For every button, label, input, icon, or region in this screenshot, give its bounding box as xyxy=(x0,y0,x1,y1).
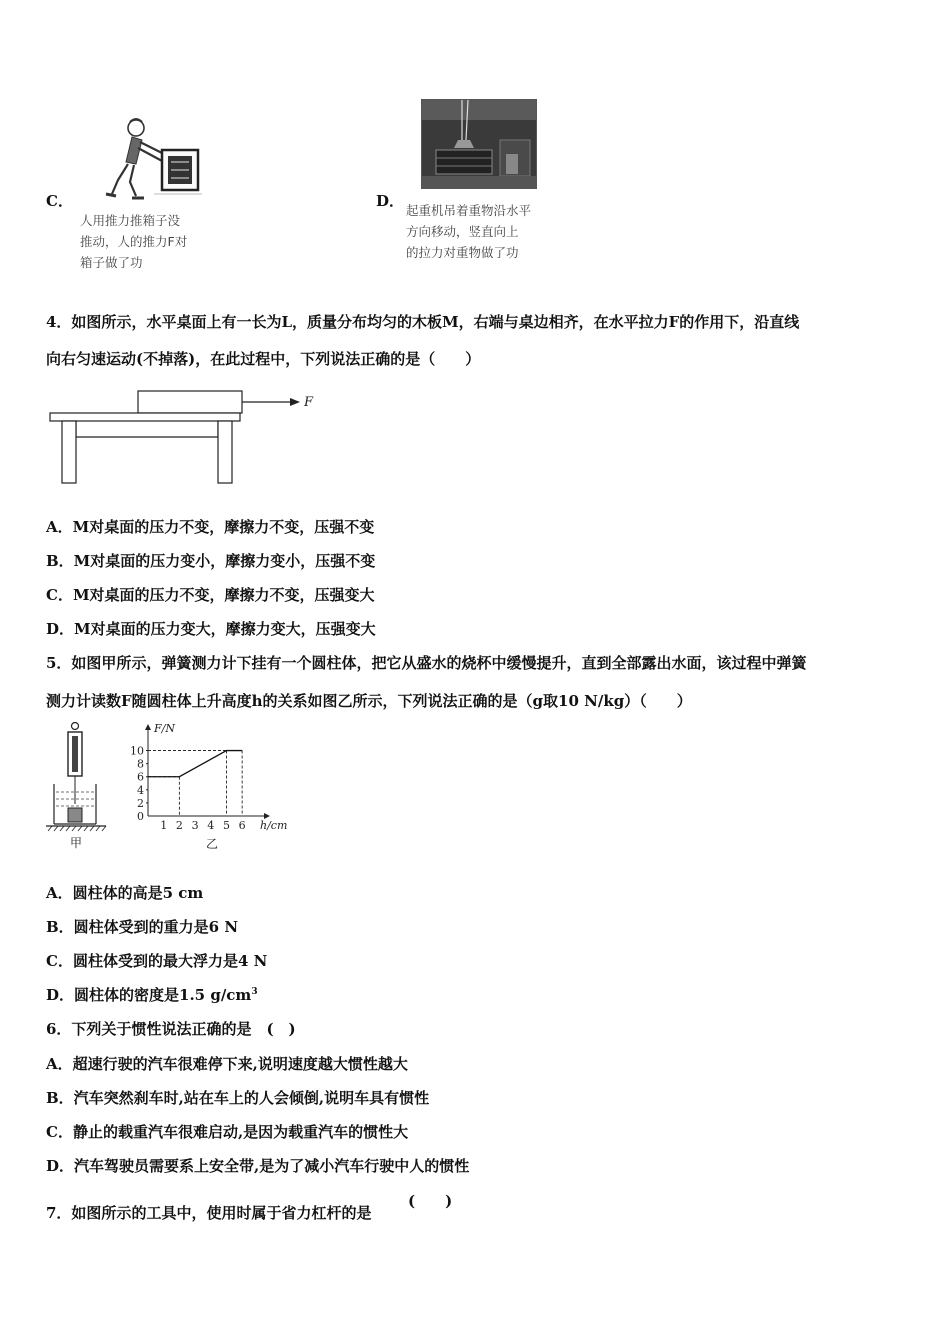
force-arrow-icon xyxy=(290,398,300,406)
fig-jia-label: 甲 xyxy=(70,836,83,850)
y-tick-label: 4 xyxy=(137,783,144,797)
x-tick-label: 5 xyxy=(222,819,230,832)
x-tick-label: 4 xyxy=(207,819,215,832)
caption-line: 人用推力推箱子没 xyxy=(80,213,181,228)
crane-photo xyxy=(421,99,537,189)
y-tick-label: 0 xyxy=(137,810,144,823)
fig-yi-label: 乙 xyxy=(206,837,219,851)
y-tick-label: 10 xyxy=(130,744,144,758)
y-axis-arrow-icon xyxy=(145,724,151,730)
y-tick-label: 6 xyxy=(137,770,144,784)
cylinder xyxy=(68,808,82,822)
force-label: F xyxy=(304,395,314,410)
q7-stem: 7．如图所示的工具中，使用时属于省力杠杆的是 xyxy=(46,1204,372,1222)
table-board-diagram xyxy=(46,385,326,490)
force-height-chart xyxy=(120,716,288,854)
x-axis-label: h/cm xyxy=(260,819,288,832)
table-top xyxy=(50,413,240,421)
q6-stem: 6．下列关于惯性说法正确的是 ( ) xyxy=(46,1020,296,1038)
q5-option-d-row xyxy=(46,984,258,1005)
x-tick-label: 1 xyxy=(160,819,168,832)
caption-line: 推动，人的推力F对 xyxy=(80,234,188,249)
option-d-caption xyxy=(406,200,576,263)
board-m xyxy=(138,391,242,413)
caption-line: 方向移动，竖直向上 xyxy=(406,224,519,239)
option-c-label: C． xyxy=(46,192,73,210)
q6-option-d: D．汽车驾驶员需要系上安全带,是为了减小汽车行驶中人的惯性 xyxy=(46,1157,470,1175)
caption-line: 起重机吊着重物沿水平 xyxy=(406,203,532,218)
boy-pushing-box-illustration xyxy=(94,110,204,205)
y-tick-label: 2 xyxy=(137,796,144,810)
series-line-F xyxy=(148,751,242,777)
x-tick-label: 2 xyxy=(175,819,183,832)
q6-option-b: B．汽车突然刹车时,站在车上的人会倾倒,说明车具有惯性 xyxy=(46,1089,430,1107)
q5-option-b: B．圆柱体受到的重力是6 N xyxy=(46,918,239,936)
x-tick-label: 3 xyxy=(191,819,199,832)
q6-option-a: A．超速行驶的汽车很难停下来,说明速度越大惯性越大 xyxy=(46,1055,408,1073)
caption-line: 的拉力对重物做了功 xyxy=(406,245,519,260)
q4-option-a: A．M对桌面的压力不变，摩擦力不变，压强不变 xyxy=(46,518,375,536)
caption-line: 箱子做了功 xyxy=(80,255,143,270)
q6-option-c: C．静止的载重汽车很难启动,是因为载重汽车的惯性大 xyxy=(46,1123,409,1141)
q4-option-c: C．M对桌面的压力不变，摩擦力不变，压强变大 xyxy=(46,586,375,604)
spring-scale-beaker-diagram xyxy=(44,720,114,850)
table-leg xyxy=(62,421,76,483)
option-d-label: D． xyxy=(376,192,405,210)
option-c-figure xyxy=(46,110,226,285)
option-c-caption xyxy=(80,210,230,273)
q4-option-b: B．M对桌面的压力变小，摩擦力变小，压强不变 xyxy=(46,552,376,570)
x-tick-label: 6 xyxy=(238,819,246,832)
q4-option-d: D．M对桌面的压力变大，摩擦力变大，压强变大 xyxy=(46,620,376,638)
q5-stem-line1: 5．如图甲所示，弹簧测力计下挂有一个圆柱体，把它从盛水的烧杯中缓慢提升，直到全部露出水面，该过程中弹簧 xyxy=(46,654,807,672)
q5-option-c: C．圆柱体受到的最大浮力是4 N xyxy=(46,952,268,970)
q5-option-d: D．圆柱体的密度是1.5 g/cm xyxy=(46,986,252,1004)
q4-stem-line2: 向右匀速运动(不掉落)，在此过程中，下列说法正确的是（ ） xyxy=(46,350,481,368)
y-tick-label: 8 xyxy=(137,757,144,771)
q7-answer-paren: ( ) xyxy=(408,1192,453,1210)
q5-option-d-superscript: 3 xyxy=(251,987,258,997)
q4-stem-line1: 4．如图所示，水平桌面上有一长为L，质量分布均匀的木板M，右端与桌边相齐，在水平拉力F的作用下，沿直线 xyxy=(46,313,800,331)
y-axis-label: F/N xyxy=(154,722,175,735)
table-leg xyxy=(218,421,232,483)
crane-lifting-illustration xyxy=(422,100,536,188)
q5-stem-line2: 测力计读数F随圆柱体上升高度h的关系如图乙所示，下列说法正确的是（g取10 N/kg）（ ） xyxy=(46,692,692,710)
q5-option-a: A．圆柱体的高是5 cm xyxy=(46,884,204,902)
